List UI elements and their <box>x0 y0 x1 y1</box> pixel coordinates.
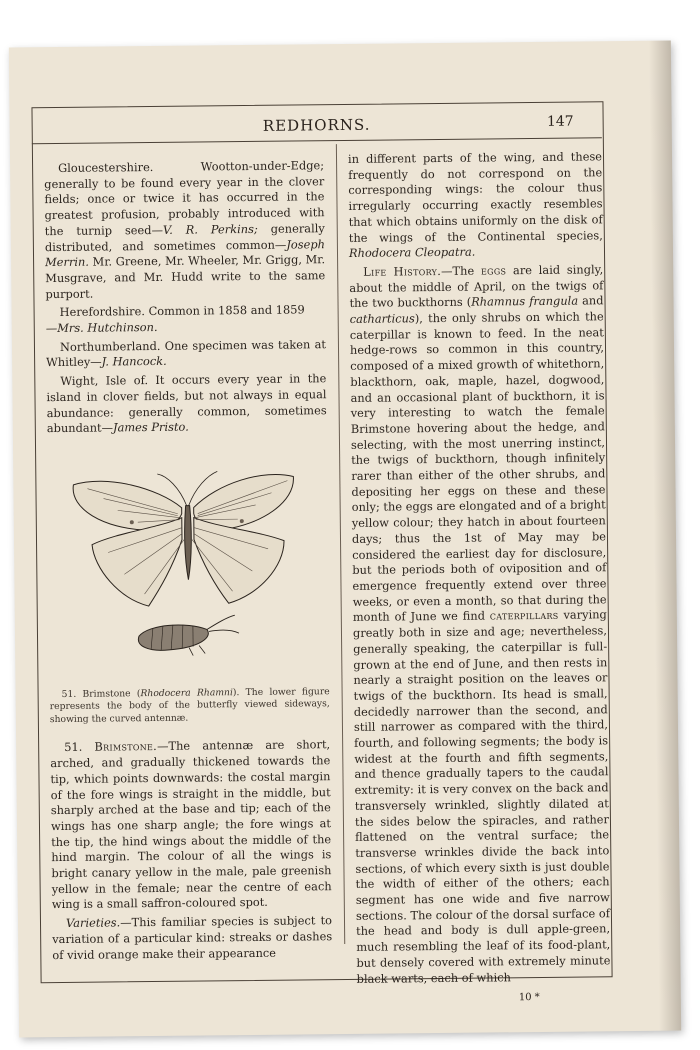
paragraph-wight <box>46 371 327 437</box>
paragraph-life-history <box>349 262 611 987</box>
paragraph-continued <box>348 149 603 262</box>
text: —The <box>441 263 482 278</box>
citation: J. Hancock. <box>101 354 167 369</box>
book-page <box>9 41 681 1038</box>
text: are laid singly, about the middle of April, on the twigs of the two buckthorns ( <box>349 262 604 311</box>
page-shadow <box>649 41 681 1031</box>
text: and <box>578 293 604 308</box>
paragraph-brimstone <box>50 738 332 914</box>
text: in different parts of the wing, and these frequently do not correspond on the corresponding wings: the colour thus irregularly occurring exactly resembles that which obtains uniformly on the disk of the wings of the Continental species, <box>347 149 603 245</box>
section-heading: Brimstone. <box>94 739 158 755</box>
text: —This familiar species is subject to variation of a particular kind: streaks or dashes of vivid orange make their appearance <box>52 913 333 962</box>
text: Herefordshire. Common in 1858 and 1859 <box>59 302 305 320</box>
term: eggs <box>480 263 507 278</box>
paragraph-herefordshire <box>46 303 326 337</box>
left-column <box>44 158 332 966</box>
text: Northumberland. One specimen was taken at Whitley— <box>46 336 327 370</box>
right-hindwing <box>194 517 285 604</box>
text: Gloucestershire. Wootton-under-Edge; generally to be found every year in the clover fields; once or twice it has occurred in the greatest profusion, probably introduced with the turnip seed— <box>44 158 325 238</box>
text: generally distributed, and sometimes common— <box>44 221 325 254</box>
figure-caption <box>50 686 330 726</box>
species-name: catharticus <box>349 311 415 326</box>
signature-mark: 10 * <box>518 991 540 1004</box>
citation: —Mrs. Hutchinson. <box>45 319 158 336</box>
species-name: Rhodocera Cleopatra. <box>348 244 476 261</box>
text: 51. <box>64 740 95 755</box>
body <box>184 506 191 580</box>
side-body-figure <box>138 615 239 656</box>
paragraph-gloucestershire <box>44 158 325 302</box>
text: 51. Brimstone ( <box>61 688 141 700</box>
paragraph-northumberland <box>46 337 326 371</box>
page-title: REDHORNS. <box>262 115 371 135</box>
text: ), the only shrubs on which the caterpillar is known to feed. In the neat hedge-rows so common in this country, composed of a mixed growth of whitethorn, blackthorn, oak, maple, hazel, dogwood, and an occasional plant of buckthorn, it is very interesting to watch the female Brimstone hovering about the hedge, and selecting, with the most unerring instinct, the twigs of buckthorn, though infinitely rarer than either of the other shrubs, and depositing her eggs on these and these only; the eggs are elongated and of a bright yellow colour; they hatch in about fourteen days; thus the 1st of May may be considered the earliest day for disclosure, but the periods both of oviposition and of emergence frequently extend over three weeks, or even a month, so that during the month of June we find <box>349 309 607 625</box>
butterfly-illustration <box>47 446 329 679</box>
citation: James Pristo. <box>112 419 189 435</box>
text: varying greatly both in size and age; nevertheless, generally speaking, the caterpillar is full-grown at the end of June, and then rests in nearly a straight position on the leaves or twigs of the buckthorn. Its head is small, decidedly narrower than the second, and still narrower as compared with the third, fourth, and following segments; the body is widest at the fourth and fifth segments, and thence gradually tapers to the caudal extremity: it is very convex on the back and transversely wrinkled, slightly dilated at the sides below the spiracles, and rather flattened on the ventral surface; the transverse wrinkles divide the back into sections, of which every sixth is just double the width of either of the others; each segment has one wide and five narrow sections. The colour of the dorsal surface of the head and body is dull apple-green, much resembling the leaf of its food-plant, but densely covered with extremely minute black warts, each of which <box>352 607 611 986</box>
text: Mr. Greene, Mr. Wheeler, Mr. Grigg, Mr. Musgrave, and Mr. Hudd write to the same purport. <box>45 252 326 301</box>
section-heading: Life History. <box>363 263 442 279</box>
paragraph-varieties <box>52 913 332 963</box>
text: ). The lower figure represents the body of the butterfly viewed sideways, showing the curved antennæ. <box>49 686 330 726</box>
brimstone-engraving <box>47 446 329 679</box>
species-name: Rhodocera Rhamni <box>140 687 233 700</box>
section-heading: Varieties. <box>65 915 121 931</box>
text: Wight, Isle of. It occurs every year in the island in clover fields, but not always in equal abundance: generally common, sometimes abundant— <box>46 371 327 436</box>
left-hindwing <box>92 518 183 607</box>
right-column <box>348 149 611 990</box>
species-name: Rhamnus frangula <box>471 293 579 309</box>
citation: Joseph Merrin. <box>45 236 325 270</box>
term: caterpillars <box>489 608 559 623</box>
page-number: 147 <box>546 113 574 130</box>
text: —The antennæ are short, arched, and gradually thickened towards the tip, which points downwards: the costal margin of the fore wings is straight in the middle, but sharply arched at the base and tip; each of the wings has one sharp angle; the fore wings at the tip, the hind wings about the middle of the hind margin. The colour of all the wings is bright canary yellow in the male, pale greenish yellow in the female; near the centre of each wing is a small saffron-coloured spot. <box>50 737 332 912</box>
citation: V. R. Perkins; <box>162 221 258 237</box>
